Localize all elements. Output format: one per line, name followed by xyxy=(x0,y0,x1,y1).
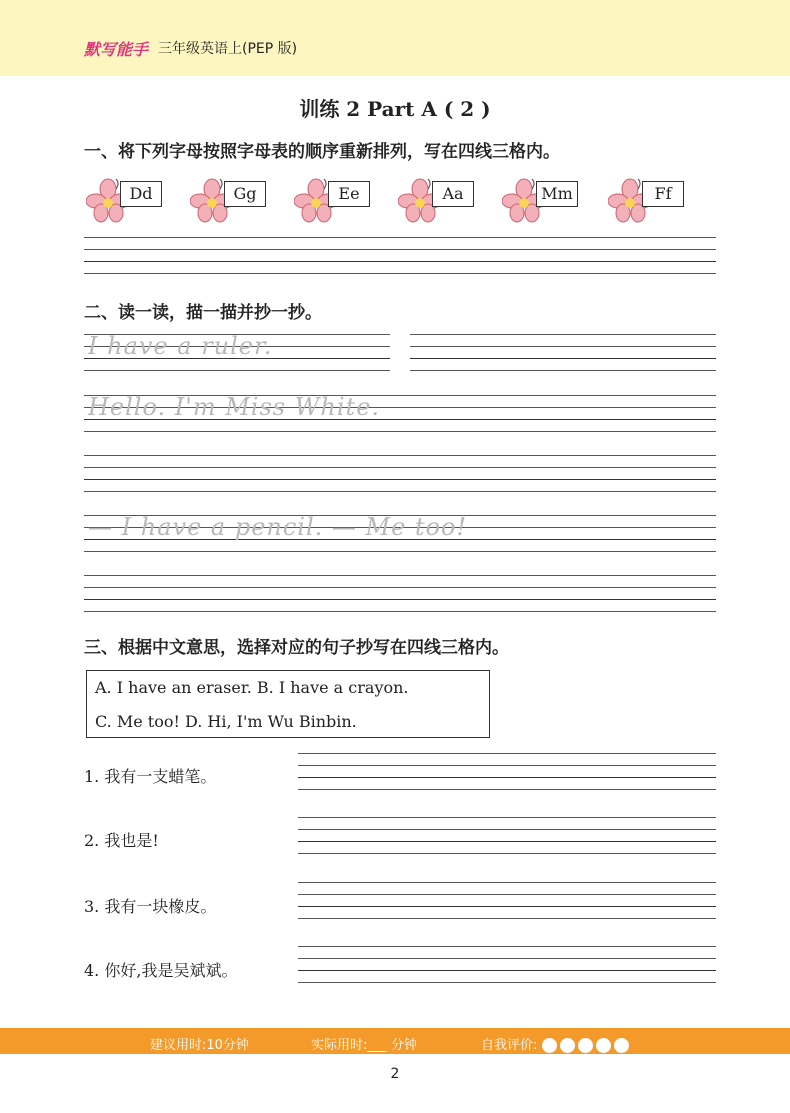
four-line-grid xyxy=(410,334,716,374)
rating-flower-icon[interactable] xyxy=(560,1038,575,1053)
letter-label: Mm xyxy=(536,181,578,207)
brand-name: 默写能手 xyxy=(84,40,149,59)
trace-sentence-3: — I have a pencil. — Me too! xyxy=(88,513,468,541)
section-3-title: 三、根据中文意思，选择对应的句子抄写在四线三格内。 xyxy=(84,638,509,658)
options-row-1: A. I have an eraser. B. I have a crayon. xyxy=(95,678,409,697)
letter-card xyxy=(398,177,464,223)
four-line-grid xyxy=(84,575,716,615)
rating-flower-icon[interactable] xyxy=(596,1038,611,1053)
self-evaluation-label: 自我评价: xyxy=(481,1038,538,1053)
question-1: 1. 我有一支蜡笔。 xyxy=(84,767,217,786)
letter-label: Aa xyxy=(432,181,474,207)
letter-label: Gg xyxy=(224,181,266,207)
letter-card xyxy=(608,177,672,223)
self-evaluation xyxy=(481,1034,632,1053)
rating-flower-icon[interactable] xyxy=(578,1038,593,1053)
letter-label: Ff xyxy=(642,181,684,207)
actual-time: 实际用时:___ 分钟 xyxy=(311,1038,418,1053)
book-title: 三年级英语上(PEP 版) xyxy=(158,41,298,57)
four-line-grid xyxy=(84,237,716,277)
question-3: 3. 我有一块橡皮。 xyxy=(84,897,217,916)
options-box xyxy=(86,670,490,738)
answer-grid-3 xyxy=(298,882,716,922)
letter-card xyxy=(190,177,257,223)
section-1-title: 一、将下列字母按照字母表的顺序重新排列，写在四线三格内。 xyxy=(84,142,560,162)
answer-grid-1 xyxy=(298,753,716,793)
options-row-2: C. Me too! D. Hi, I'm Wu Binbin. xyxy=(95,712,357,731)
letter-card xyxy=(86,177,153,223)
rating-flower-icon[interactable] xyxy=(614,1038,629,1053)
footer-band xyxy=(0,1028,790,1054)
suggested-time: 建议用时:10分钟 xyxy=(150,1038,249,1053)
answer-grid-2 xyxy=(298,817,716,857)
four-line-grid xyxy=(84,455,716,495)
page-number: 2 xyxy=(390,1066,400,1082)
question-4: 4. 你好,我是吴斌斌。 xyxy=(84,961,238,980)
answer-grid-4 xyxy=(298,946,716,986)
letter-card xyxy=(294,177,360,223)
letter-label: Dd xyxy=(120,181,162,207)
question-2: 2. 我也是! xyxy=(84,831,159,850)
section-2-title: 二、读一读，描一描并抄一抄。 xyxy=(84,303,322,323)
trace-sentence-1: I have a ruler. xyxy=(88,332,273,360)
letter-label: Ee xyxy=(328,181,370,207)
trace-sentence-2: Hello. I'm Miss White. xyxy=(88,393,381,421)
page-title: 训练 2 Part A ( 2 ) xyxy=(299,97,491,121)
rating-flower-icon[interactable] xyxy=(542,1038,557,1053)
letter-card xyxy=(502,177,573,223)
